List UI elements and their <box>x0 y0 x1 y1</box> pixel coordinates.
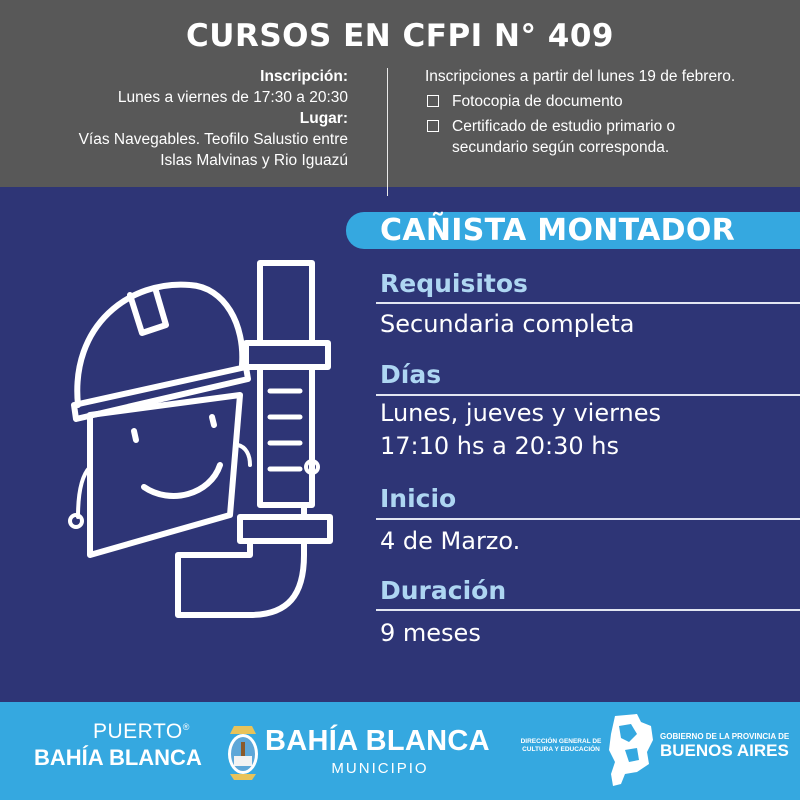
course-title: CAÑISTA MONTADOR <box>380 213 736 248</box>
lugar-line-1: Vías Navegables. Teofilo Salustio entre <box>78 131 348 148</box>
section-divider <box>376 609 800 611</box>
section-value-dias-line2: 17:10 hs a 20:30 hs <box>380 432 619 460</box>
registered-mark: ® <box>182 722 190 732</box>
checkbox-icon <box>427 120 439 132</box>
header-divider <box>387 68 388 196</box>
puerto-logo-bottom: BAHÍA BLANCA <box>34 745 202 770</box>
section-label-inicio: Inicio <box>380 484 457 513</box>
header <box>0 0 800 187</box>
direccion-line-2: CULTURA Y EDUCACIÓN <box>522 746 600 753</box>
municipal-seal-icon <box>226 718 260 784</box>
section-divider <box>376 394 800 396</box>
checkbox-icon <box>427 95 439 107</box>
page-title: CURSOS EN CFPI N° 409 <box>186 18 614 54</box>
requirement-text: Certificado de estudio primario o <box>452 118 676 135</box>
section-value-requisitos: Secundaria completa <box>380 310 635 338</box>
puerto-logo-top <box>93 720 190 744</box>
requirement-item <box>425 116 735 158</box>
section-value-duracion: 9 meses <box>380 619 481 647</box>
section-divider <box>376 302 800 304</box>
worker-helmet-illustration <box>60 255 360 625</box>
buenos-aires-map-icon <box>607 712 655 788</box>
puerto-logo-top-text: PUERTO <box>93 720 183 743</box>
section-divider <box>376 518 800 520</box>
section-value-inicio: 4 de Marzo. <box>380 527 521 555</box>
direccion-logo <box>518 738 604 754</box>
gobierno-logo-bottom: BUENOS AIRES <box>660 741 789 760</box>
lugar-label: Lugar: <box>299 110 348 127</box>
section-label-requisitos: Requisitos <box>380 269 528 298</box>
section-label-duracion: Duración <box>380 576 507 605</box>
requirement-item <box>425 91 735 112</box>
gobierno-logo-top: GOBIERNO DE LA PROVINCIA DE <box>660 732 790 741</box>
inscripciones-note: Inscripciones a partir del lunes 19 de febrero. <box>425 68 736 85</box>
inscripcion-value: Lunes a viernes de 17:30 a 20:30 <box>117 89 348 106</box>
direccion-line-1: DIRECCIÓN GENERAL DE <box>520 738 602 745</box>
lugar-line-2: Islas Malvinas y Rio Iguazú <box>160 152 348 169</box>
section-value-dias-line1: Lunes, jueves y viernes <box>380 399 662 427</box>
footer <box>0 702 800 800</box>
requirements-info <box>425 66 735 158</box>
requirement-text: Fotocopia de documento <box>452 93 623 110</box>
municipio-logo-title: BAHÍA BLANCA <box>265 725 490 757</box>
section-label-dias: Días <box>380 360 442 389</box>
municipio-logo-subtitle: MUNICIPIO <box>331 760 429 777</box>
inscription-info <box>79 66 348 171</box>
inscripcion-label: Inscripción: <box>260 68 348 85</box>
requirement-text-continued: secundario según corresponda. <box>452 139 670 156</box>
